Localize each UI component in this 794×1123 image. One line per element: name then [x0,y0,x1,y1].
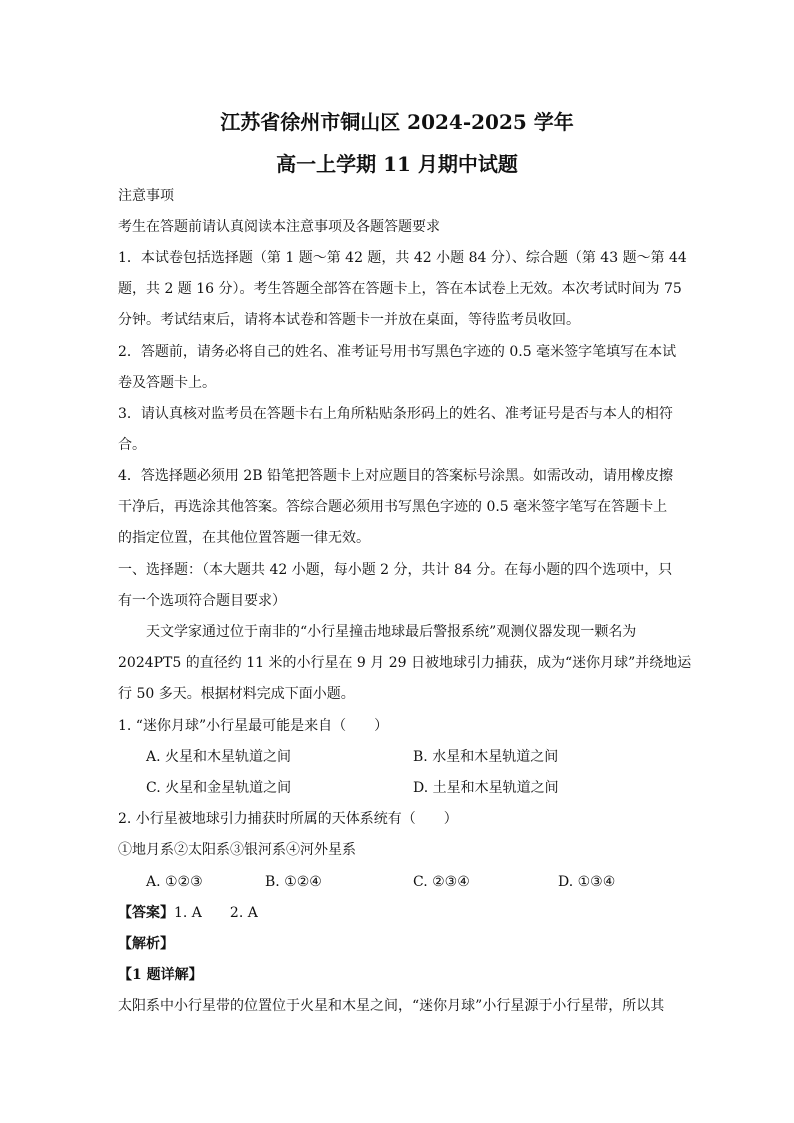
passage-line: 2024PT5 的直径约 11 米的小行星在 9 月 29 日被地球引力捕获，成为“迷你月球”并绕地运 [118,655,692,671]
notice-line: 卷及答题卡上。 [118,375,216,391]
passage-line: 天文学家通过位于南非的“小行星撞击地球最后警报系统”观测仪器发现一颗名为 [146,624,637,640]
question-2-option-a: A. ①②③ [146,874,203,890]
exam-title-line2: 高一上学期 11 月期中试题 [276,152,518,176]
notice-line: 2．答题前，请务必将自己的姓名、准考证号用书写黑色字迹的 0.5 毫米签字笔填写在本试 [118,344,677,360]
notice-line: 3．请认真核对监考员在答题卡右上角所粘贴条形码上的姓名、准考证号是否与本人的相符 [118,406,673,422]
notice-line: 干净后，再选涂其他答案。答综合题必须用书写黑色字迹的 0.5 毫米签字笔写在答题卡上 [118,499,668,515]
notice-heading: 注意事项 [118,188,174,204]
passage-line: 行 50 多天。根据材料完成下面小题。 [118,686,355,702]
question-1-option-b: B. 水星和木星轨道之间 [413,749,559,765]
question-2-option-c: C. ②③④ [413,874,470,890]
notice-line: 1．本试卷包括选择题（第 1 题～第 42 题，共 42 小题 84 分）、综合题（第 43 题～第 44 [118,250,687,266]
notice-line: 分钟。考试结束后，请将本试卷和答题卡一并放在桌面，等待监考员收回。 [118,312,580,328]
question-1-option-c: C. 火星和金星轨道之间 [146,780,292,796]
answer-text: 1. A 2. A [174,905,258,921]
notice-line: 合。 [118,437,146,453]
analysis-detail-label: 【1 题详解】 [118,967,203,983]
question-2-items: ①地月系②太阳系③银河系④河外星系 [118,842,356,858]
answer-line [118,903,678,923]
notice-line: 4．答选择题必须用 2B 铅笔把答题卡上对应题目的答案标号涂黑。如需改动，请用橡皮擦 [118,468,674,484]
section-heading-line: 有一个选项符合题目要求） [118,593,286,609]
section-heading-line: 一、选择题：（本大题共 42 小题，每小题 2 分，共计 84 分。在每小题的四个选项中，只 [118,562,673,578]
answer-label: 【答案】 [118,905,174,921]
notice-line: 题，共 2 题 16 分）。考生答题全部答在答题卡上，答在本试卷上无效。本次考试时间为 75 [118,281,682,297]
analysis-label: 【解析】 [118,936,174,952]
question-1-option-d: D. 土星和木星轨道之间 [413,780,559,796]
question-1-stem: 1. “迷你月球”小行星最可能是来自（ ） [118,718,389,734]
notice-line: 的指定位置，在其他位置答题一律无效。 [118,530,370,546]
question-1-option-a: A. 火星和木星轨道之间 [146,749,292,765]
question-2-option-d: D. ①③④ [558,874,616,890]
exam-title-line1: 江苏省徐州市铜山区 2024-2025 学年 [220,110,574,134]
question-2-option-b: B. ①②④ [265,874,322,890]
notice-intro: 考生在答题前请认真阅读本注意事项及各题答题要求 [118,219,440,235]
question-2-stem: 2. 小行星被地球引力捕获时所属的天体系统有（ ） [118,811,458,827]
analysis-text: 太阳系中小行星带的位置位于火星和木星之间，“迷你月球”小行星源于小行星带，所以其 [118,998,665,1014]
